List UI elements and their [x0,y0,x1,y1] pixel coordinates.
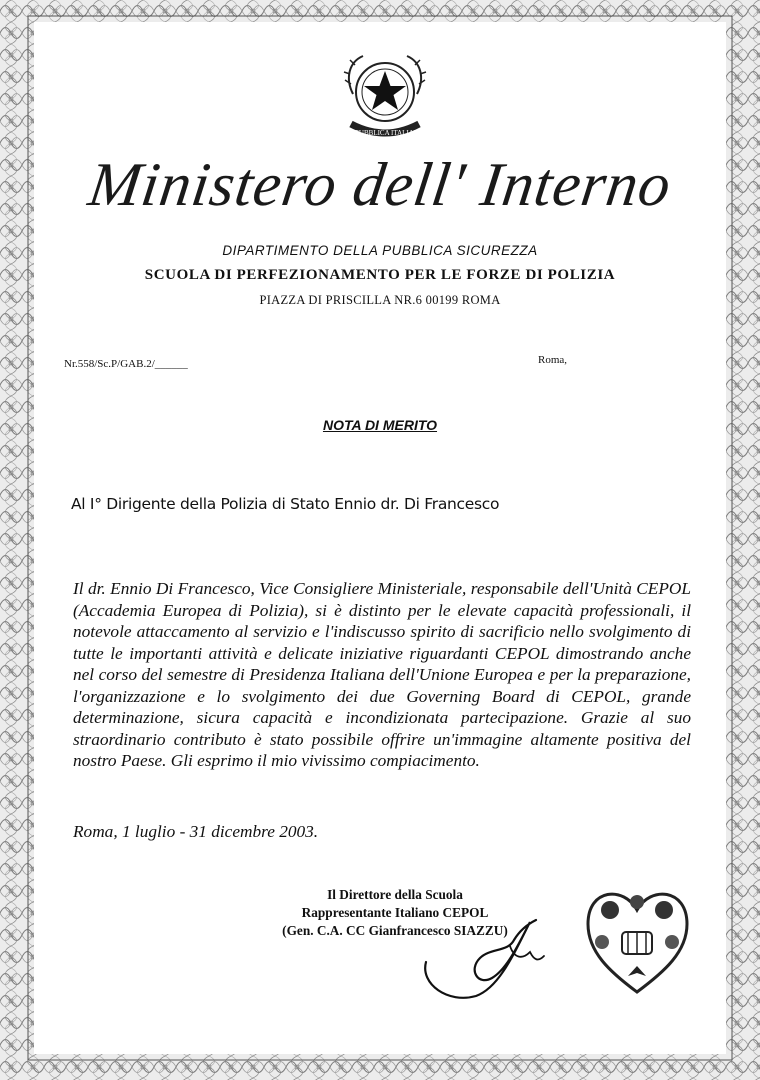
dateline: Roma, 1 luglio - 31 dicembre 2003. [73,822,319,841]
cepol-seal-icon [580,880,695,1000]
handwritten-signature [418,900,548,1010]
signatory-role: Il Direttore della Scuola [327,887,463,902]
document-title [0,417,760,433]
emblem-icon [335,46,435,142]
svg-text:REPUBBLICA ITALIANA: REPUBBLICA ITALIANA [346,129,424,137]
address: PIAZZA DI PRISCILLA NR.6 00199 ROMA [259,293,501,307]
protocol-number: Nr.558/Sc.P/GAB.2/______ [64,358,188,370]
signatory-title: Rappresentante Italiano CEPOL [301,905,489,920]
ministry-title: Ministero dell' Interno [84,151,676,219]
signatory-name: (Gen. C.A. CC Gianfrancesco SIAZZU) [282,923,508,938]
school-name: SCUOLA DI PERFEZIONAMENTO PER LE FORZE DI POLIZIA [144,267,616,283]
document-title-text: NOTA DI MERITO [322,417,438,433]
commendation-paragraph: Il dr. Ennio Di Francesco, Vice Consigliere Ministeriale, responsabile dell'Unità CEPOL (Accademia Europea di Polizia), si è distinto per le elevate capacità professionali, il notevole attaccamento al servizio e l'indiscusso spirito di sacrificio nello svolgimento di tutte le importanti attività e delicate iniziative riguardanti CEPOL dimostrando anche nel corso del semestre di Presidenza Italiana dell'Unione Europea e per la preparazione, l'organizzazione e lo svolgimento dei due Governing Board di CEPOL, grande determinazione, sicura capacità e incondizionata partecipazione. Grazie al suo straordinario contributo è stato possibile offrire un'immagine altamente positiva del nostro Paese. Gli esprimo il mio vivissimo compiacimento. [73,579,691,770]
place-label: Roma, [538,354,568,366]
commendation-text [73,578,691,772]
recipient-line: Al I° Dirigente della Polizia di Stato Ennio dr. Di Francesco [71,495,500,513]
department-name: DIPARTIMENTO DELLA PUBBLICA SICUREZZA [222,243,538,258]
